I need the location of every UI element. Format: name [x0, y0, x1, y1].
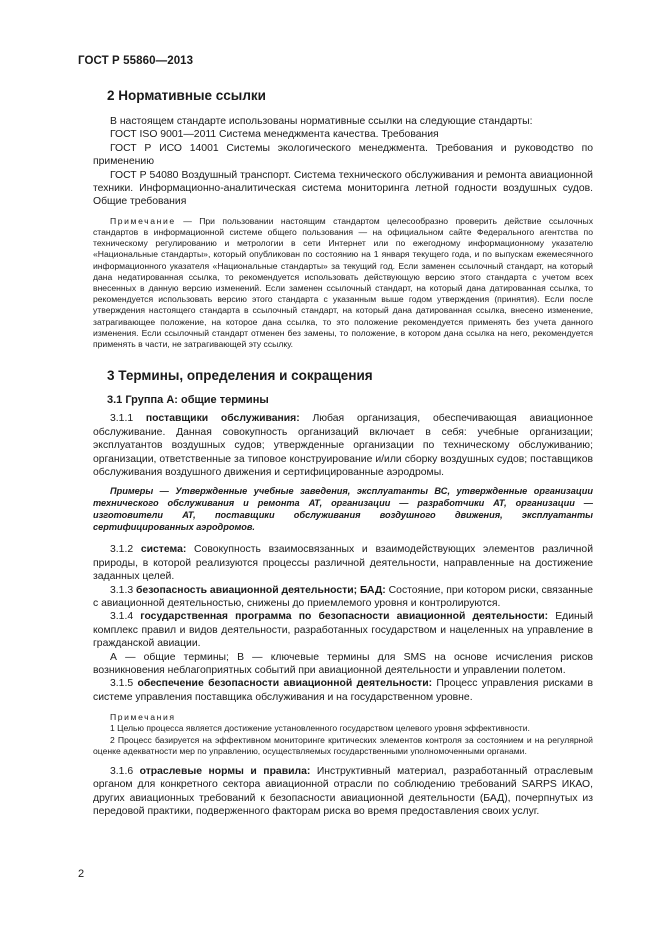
note-text: — При пользовании настоящим стандартом целесообразно проверить действие ссылочных стандартов в информационной системе общего пользования — на официальном сайте Федерального агентства по техническому регулированию и метрологии в сети Интернет или по ежегодному информационному указателю «Национальные стандарты», который опубликован по состоянию на 1 января текущего года, и по выпускам ежемесячного информационного указателя «Национальные стандарты» за текущий год. Если заменен ссылочный стандарт, на который дана недатированная ссылка, то рекомендуется использовать действующую версию этого стандарта с учетом всех внесенных в данную версию изменений. Если заменен ссылочный стандарт, на который дана датированная ссылка, то рекомендуется использовать версию этого стандарта с указанным выше годом утверждения (принятия). Если после утверждения настоящего стандарта в ссылочный стандарт, на который дана датированная ссылка, внесено изменение, затрагивающее положение, на которое дана ссылка, то это положение рекомендуется применять без учета данного изменения. Если ссылочный стандарт отменен без замены, то положение, в котором дана ссылка на него, рекомендуется применять в части, не затрагивающей эту ссылку. — [93, 215, 593, 350]
section-2-note — [93, 216, 593, 350]
term-examples: Примеры — Утвержденные учебные заведения, эксплуатанты ВС, утвержденные организации технического обслуживания и ремонта АТ, организации — разработчики АТ, организации — изготовители АТ, поставщики обслуживания воздушного движения, эксплуатанты сертифицированных аэродромов. — [93, 486, 593, 533]
term-number: 3.1.2 — [110, 544, 141, 556]
note-item: 2 Процесс базируется на эффективном мониторинге критических элементов контроля за состоянием и на регулярной оценке адекватности мер по управлению, осуществляемых государственными уполномоченными органами. — [93, 734, 593, 756]
term-number: 3.1.4 — [110, 611, 141, 623]
term-name: обеспечение безопасности авиационной деятельности: — [137, 678, 433, 690]
term-number: 3.1.5 — [110, 678, 138, 690]
term-3-1-1 — [93, 412, 593, 479]
section-2-intro: В настоящем стандарте использованы нормативные ссылки на следующие стандарты: — [110, 116, 533, 127]
term-number: 3.1.6 — [110, 766, 140, 777]
term-definition: Процесс управления рисками в системе управления поставщика обслуживания и на государственном уровне. — [93, 678, 594, 703]
notes-label: Примечания — [110, 712, 176, 723]
term-name: система: — [140, 544, 187, 556]
section-2-heading: 2 Нормативные ссылки — [107, 88, 266, 103]
term-3-1-4 — [93, 610, 593, 650]
term-definition: Единый комплекс правил и видов деятельности, разработанных государством и нацеленных на управление в гражданской авиации. — [93, 611, 594, 650]
term-3-1-3 — [93, 584, 593, 611]
reference-item: ГОСТ Р 54080 Воздушный транспорт. Система технического обслуживания и ремонта авиационной техники. Информационно-аналитическая система мониторинга летной годности воздушных судов. Общие требования — [93, 169, 593, 208]
note-label: Примечание — [110, 215, 176, 226]
term-3-1-6 — [93, 765, 593, 819]
term-groups-note: А — общие термины; В — ключевые термины для SMS на основе исчисления рисков возникновения неблагоприятных событий при авиационной деятельности и управлении полетом. — [93, 651, 593, 676]
term-number: 3.1.1 — [110, 413, 146, 425]
reference-item: ГОСТ ISO 9001—2011 Система менеджмента качества. Требования — [110, 129, 439, 141]
term-name: государственная программа по безопасности авиационной деятельности: — [140, 611, 549, 623]
term-number: 3.1.3 — [110, 584, 137, 596]
term-definition: Любая организация, обеспечивающая авиационное обслуживание. Данная совокупность организаций включает в себя: учебные организации; эксплуатантов воздушных судов; утвержденные организации по техническому обслуживанию; организации, ответственные за типовое конструирование и/или сборку воздушных судов; поставщиков обслуживания воздушного движения и сертифицированные аэродромы. — [93, 413, 593, 478]
term-definition: Совокупность взаимосвязанных и взаимодействующих элементов различной природы, в которой реализуются процессы различной деятельности, направленные на достижение заданных целей. — [93, 544, 593, 583]
document-id-header: ГОСТ Р 55860—2013 — [78, 55, 194, 67]
term-3-1-5 — [93, 677, 593, 704]
page-content — [93, 88, 593, 819]
term-name: поставщики обслуживания: — [145, 413, 300, 425]
term-3-1-2 — [93, 543, 593, 583]
page-number: 2 — [78, 868, 85, 880]
term-name: отраслевые нормы и правила: — [139, 766, 311, 777]
term-definition: Состояние, при котором риски, связанные с авиационной деятельностью, снижены до приемлемого уровня и контролируются. — [93, 584, 594, 609]
reference-item: ГОСТ Р ИСО 14001 Системы экологического менеджмента. Требования и руководство по применению — [93, 142, 593, 168]
subsection-3-1-heading: 3.1 Группа А: общие термины — [107, 394, 269, 407]
note-item: 1 Целью процесса является достижение установленного государством целевого уровня эффективности. — [110, 723, 530, 734]
term-definition: Инструктивный материал, разработанный отраслевым органом для конкретного сектора авиационной отрасли по соблюдению требований SARPS ИКАО, других авиационных требований к безопасности авиационной деятельности (БАД), почерпнутых из передовой практики, подверженного факторам риска во время предоставления своих услуг. — [93, 766, 594, 818]
term-name: безопасность авиационной деятельности; БАД: — [136, 584, 386, 596]
section-3-heading: 3 Термины, определения и сокращения — [107, 368, 373, 384]
